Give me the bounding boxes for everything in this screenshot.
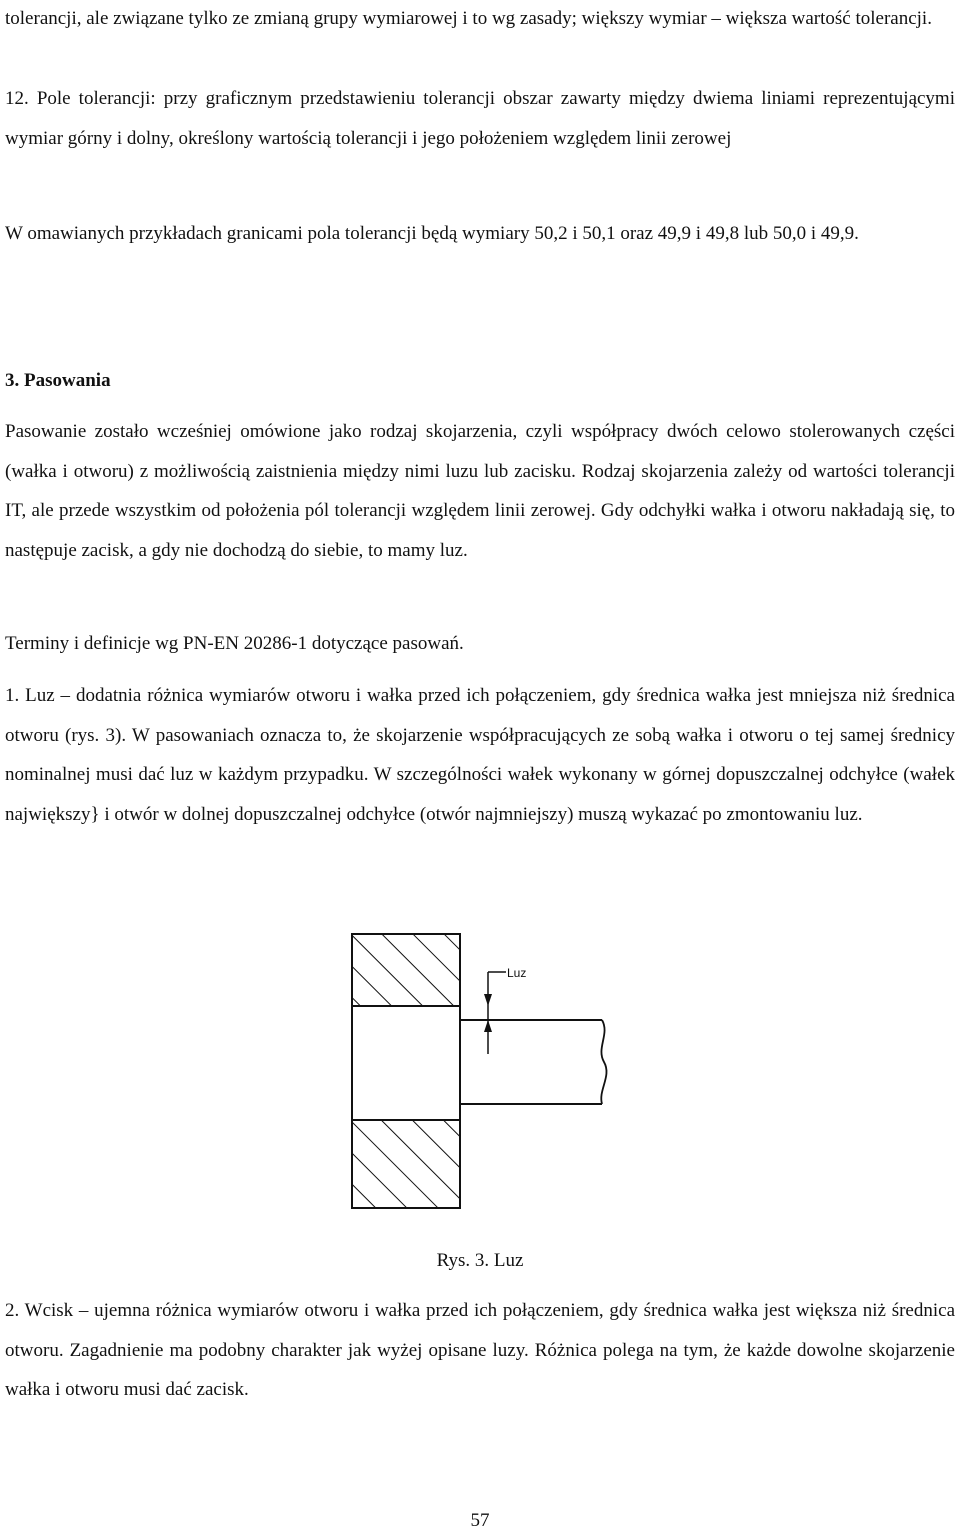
- page-number: 57: [470, 1510, 490, 1531]
- clearance-diagram-svg: [340, 924, 630, 1224]
- clearance-arrow-top: [484, 994, 492, 1006]
- hole-wall-upper: [352, 934, 460, 1006]
- shaft-break-line: [601, 1020, 606, 1104]
- paragraph-interference-definition: 2. Wcisk – ujemna różnica wymiarów otworu i wałka przed ich połączeniem, gdy średnica wałka jest większa niż średnica otworu. Zagadnienie ma podobny charakter jak wyżej opisane luzy. Różnica polega na tym, że każde dowolne skojarzenie wałka i otworu musi dać zacisk.: [5, 1300, 955, 1401]
- shaft-outline: [460, 1020, 602, 1104]
- figure-clearance-diagram: [340, 924, 630, 1224]
- clearance-arrow-bottom: [484, 1020, 492, 1032]
- paragraph-tolerance-continuation: tolerancji, ale związane tylko ze zmianą grupy wymiarowej i to wg zasady; większy wymiar – większa wartość tolerancji.: [5, 8, 932, 29]
- hole-opening: [352, 1006, 460, 1120]
- paragraph-terms-definitions: Terminy i definicje wg PN-EN 20286-1 dotyczące pasowań.: [5, 633, 464, 654]
- paragraph-clearance-definition: 1. Luz – dodatnia różnica wymiarów otworu i wałka przed ich połączeniem, gdy średnica wałka jest mniejsza niż średnica otworu (rys. 3). W pasowaniach oznacza to, że skojarzenie współpracujących ze sobą wałka i otworu o tej samej średnicy nominalnej musi dać luz w każdym przypadku. W szczególności wałek wykonany w górnej dopuszczalnej odchyłce (wałek największy} i otwór w dolnej dopuszczalnej odchyłce (otwór najmniejszy) muszą wykazać po zmontowaniu luz.: [5, 685, 955, 825]
- paragraph-fits-intro: Pasowanie zostało wcześniej omówione jako rodzaj skojarzenia, czyli współpracy dwóch celowo stolerowanych części (wałka i otworu) z możliwością zaistnienia między nimi luzu lub zacisku. Rodzaj skojarzenia zależy od wartości tolerancji IT, ale przede wszystkim od położenia pól tolerancji względem linii zerowej. Gdy odchyłki wałka i otworu nakładają się, to następuje zacisk, a gdy nie dochodzą do siebie, to mamy luz.: [5, 421, 955, 561]
- figure-caption: Rys. 3. Luz: [436, 1250, 524, 1271]
- hole-wall-lower: [352, 1120, 460, 1208]
- paragraph-tolerance-field: 12. Pole tolerancji: przy graficznym przedstawieniu tolerancji obszar zawarty między dwiema liniami reprezentującymi wymiar górny i dolny, określony wartością tolerancji i jego położeniem względem linii zerowej: [5, 88, 955, 149]
- paragraph-example-limits: W omawianych przykładach granicami pola tolerancji będą wymiary 50,2 i 50,1 oraz 49,9 i 49,8 lub 50,0 i 49,9.: [5, 223, 859, 244]
- clearance-label: Luz: [507, 966, 527, 980]
- section-heading-pasowania: 3. Pasowania: [5, 370, 111, 391]
